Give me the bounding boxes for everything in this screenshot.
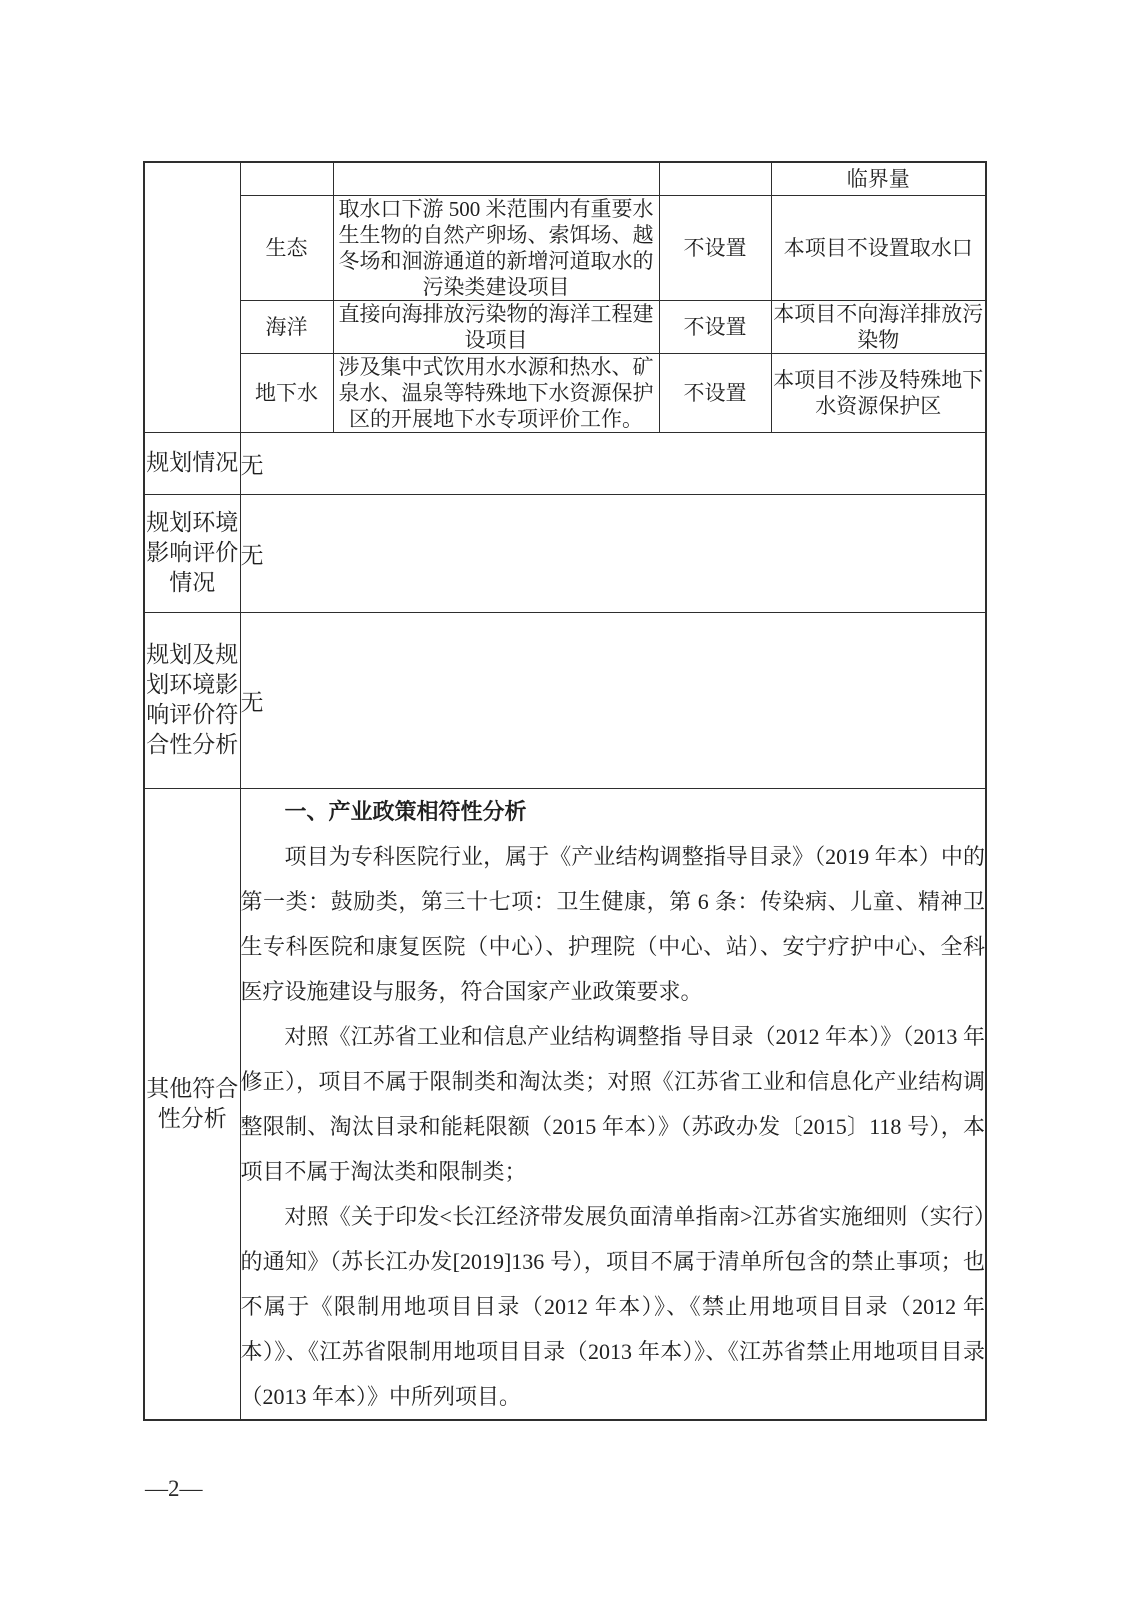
- category-cell-groundwater: 地下水: [240, 353, 333, 432]
- row-label-planning-eia-status: 规划环境影响评价情况: [144, 494, 240, 612]
- row-label-other-conformity: 其他符合性分析: [144, 788, 240, 1420]
- content-cell-planning-eia-status: 无: [240, 494, 986, 612]
- table-row-ecology: [144, 195, 986, 300]
- other-conformity-content-cell: [240, 788, 986, 1420]
- threshold-header-cell: 临界量: [771, 162, 986, 195]
- table-row-other-conformity: [144, 788, 986, 1420]
- table-row-planning-eia-status: [144, 494, 986, 612]
- description-cell-ocean: 直接向海排放污染物的海洋工程建设项目: [333, 300, 659, 353]
- table-row-threshold-header: [144, 162, 986, 195]
- description-cell-ecology: 取水口下游 500 米范围内有重要水生生物的自然产卵场、索饵场、越冬场和洄游通道的新增河道取水的污染类建设项目: [333, 195, 659, 300]
- analysis-paragraph-2: 对照《江苏省工业和信息产业结构调整指 导目录（2012 年本）》（2013 年修正），项目不属于限制类和淘汰类；对照《江苏省工业和信息化产业结构调整限制、淘汰目录和能耗限额（2015 年本）》（苏政办发〔2015〕118 号），本项目不属于淘汰类和限制类；: [240, 1023, 985, 1184]
- page-number: —2—: [145, 1476, 203, 1501]
- table-row-planning-conformity: [144, 612, 986, 788]
- remark-cell-ocean: 本项目不向海洋排放污染物: [771, 300, 986, 353]
- industrial-policy-heading: 一、产业政策相符性分析: [284, 798, 527, 824]
- content-cell-planning-status: 无: [240, 432, 986, 494]
- category-cell-ecology: 生态: [240, 195, 333, 300]
- description-cell-groundwater: 涉及集中式饮用水水源和热水、矿泉水、温泉等特殊地下水资源保护区的开展地下水专项评价工作。: [333, 353, 659, 432]
- remark-cell-ecology: 本项目不设置取水口: [771, 195, 986, 300]
- assessment-table: [143, 161, 987, 1421]
- table-row-planning-status: [144, 432, 986, 494]
- setting-cell-ocean: 不设置: [659, 300, 771, 353]
- row-label-planning-conformity: 规划及规划环境影响评价符合性分析: [144, 612, 240, 788]
- remark-cell-groundwater: 本项目不涉及特殊地下水资源保护区: [771, 353, 986, 432]
- setting-cell-groundwater: 不设置: [659, 353, 771, 432]
- category-cell-ocean: 海洋: [240, 300, 333, 353]
- setting-cell-ecology: 不设置: [659, 195, 771, 300]
- row-label-planning-status: 规划情况: [144, 432, 240, 494]
- analysis-paragraph-1: 项目为专科医院行业，属于《产业结构调整指导目录》（2019 年本）中的第一类：鼓励类，第三十七项：卫生健康，第 6 条：传染病、儿童、精神卫生专科医院和康复医院（中心）、护理院（中心、站）、安宁疗护中心、全科医疗设施建设与服务，符合国家产业政策要求。: [240, 843, 985, 1004]
- table-row-ocean: [144, 300, 986, 353]
- content-cell-planning-conformity: 无: [240, 612, 986, 788]
- merged-empty-label-cell: [144, 162, 240, 432]
- empty-cell: [659, 162, 771, 195]
- empty-cell: [333, 162, 659, 195]
- analysis-paragraph-3: 对照《关于印发<长江经济带发展负面清单指南>江苏省实施细则（实行）的通知》（苏长江办发[2019]136 号），项目不属于清单所包含的禁止事项；也不属于《限制用地项目目录（2012 年本）》、《禁止用地项目目录（2012 年本）》、《江苏省限制用地项目目录（2013 年本）》、《江苏省禁止用地项目目录（2013 年本）》中所列项目。: [240, 1203, 985, 1409]
- empty-cell: [240, 162, 333, 195]
- table-row-groundwater: [144, 353, 986, 432]
